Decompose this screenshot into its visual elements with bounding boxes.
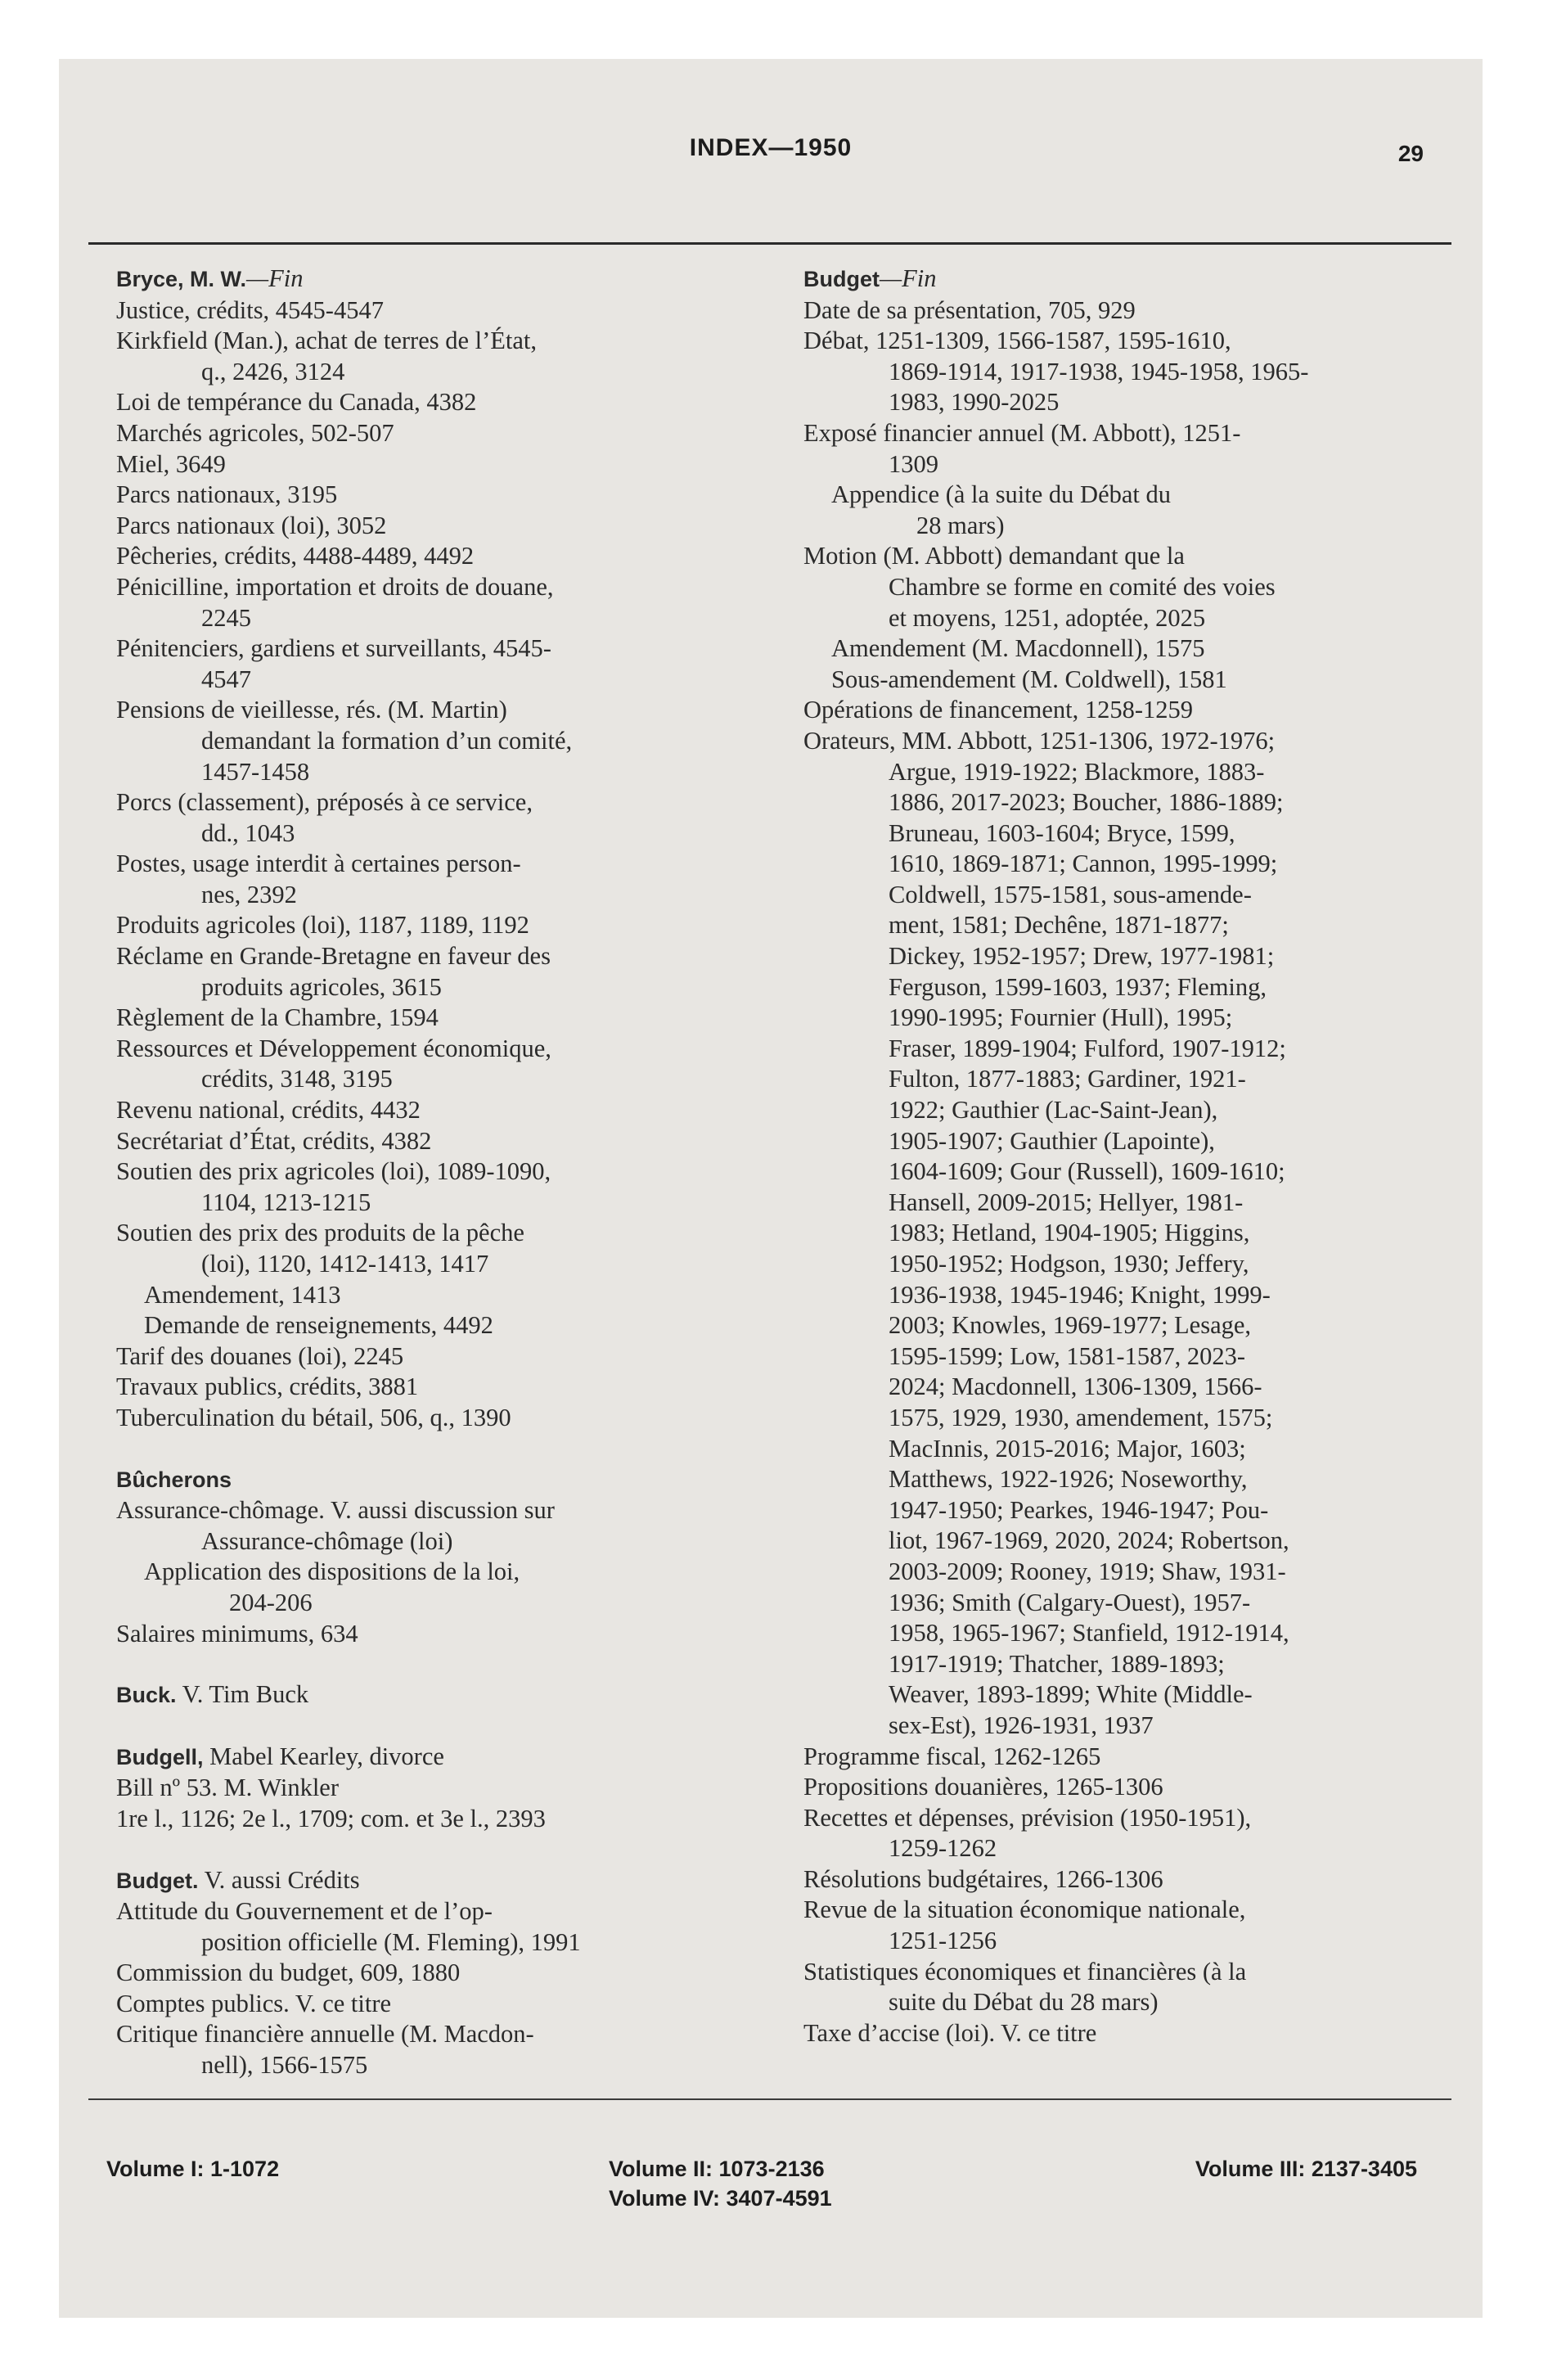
entry-line: Exposé financier annuel (M. Abbott), 1251- [803,418,1241,447]
heading-detail: V. aussi Crédits [198,1865,360,1894]
heading-detail: V. Tim Buck [176,1680,309,1709]
entry-line: 1457-1458 [201,757,310,786]
heading-name: Budget. [116,1868,199,1893]
index-subentry-level2 [803,480,1483,541]
entry-line: MacInnis, 2015-2016; Major, 1603; [889,1434,1246,1463]
entry-line: Soutien des prix agricoles (loi), 1089-1090, [116,1157,551,1186]
entry-line: Propositions douanières, 1265-1306 [803,1773,1163,1801]
volume-3-range: Volume III: 2137-3405 [1195,2157,1417,2181]
entry-line: Orateurs, MM. Abbott, 1251-1306, 1972-1976; [803,726,1276,755]
entry-line: 1922; Gauthier (Lac-Saint-Jean), [889,1096,1218,1125]
index-subentry [116,1773,746,1804]
index-subentry [116,1372,746,1403]
entry-line: Demande de renseignements, 4492 [144,1311,493,1340]
entry-line: Weaver, 1893-1899; White (Middle- [889,1680,1253,1709]
entry-line: Bruneau, 1603-1604; Bryce, 1599, [889,818,1235,847]
entry-line: 1575, 1929, 1930, amendement, 1575; [889,1403,1273,1431]
entry-line: Travaux publics, crédits, 3881 [116,1373,419,1401]
volume-1-range: Volume I: 1-1072 [106,2157,280,2181]
index-subentry [116,2019,746,2080]
entry-line: Pensions de vieillesse, rés. (M. Martin) [116,696,507,724]
index-subentry [116,1156,746,1218]
index-subentry [116,1034,746,1095]
entry-line: Miel, 3649 [116,449,226,478]
entry-line: 1936-1938, 1945-1946; Knight, 1999- [889,1280,1271,1309]
entry-line: Critique financière annuelle (M. Macdon- [116,2020,534,2049]
entry-line: ment, 1581; Dechêne, 1871-1877; [889,911,1229,940]
entry-line: Matthews, 1922-1926; Noseworthy, [889,1465,1248,1494]
index-subentry [116,695,746,787]
index-subentry [803,1803,1483,1864]
index-heading [116,264,746,295]
left-column [116,264,746,2081]
heading-name: Bryce, M. W. [116,267,247,291]
entry-line: nes, 2392 [201,880,297,908]
entry-line: 1950-1952; Hodgson, 1930; Jeffery, [889,1250,1249,1278]
entry-line: Chambre se forme en comité des voies [889,572,1276,601]
page-title: INDEX—1950 [689,134,853,161]
index-subentry-level2 [116,1280,746,1311]
index-subentry [803,1895,1483,1956]
entry-line: Parcs nationaux (loi), 3052 [116,511,387,539]
index-subentry [116,1341,746,1373]
index-subentry [116,1619,746,1650]
index-heading [116,1464,746,1496]
index-subentry [116,572,746,633]
index-subentry [803,418,1483,480]
entry-line: Secrétariat d’État, crédits, 4382 [116,1126,432,1155]
entry-line: Date de sa présentation, 705, 929 [803,295,1136,324]
entry-line: 1936; Smith (Calgary-Ouest), 1957- [889,1588,1251,1616]
right-column [803,264,1483,2049]
heading-name: Bûcherons [116,1467,232,1492]
entry-line: Taxe d’accise (loi). V. ce titre [803,2018,1097,2047]
entry-line: Assurance-chômage. V. aussi discussion sur [116,1496,555,1525]
entry-line: Revue de la situation économique nationale, [803,1895,1246,1924]
heading-name: Budgell, [116,1744,204,1769]
index-subentry [803,1864,1483,1895]
entry-line: Soutien des prix des produits de la pêche [116,1219,524,1247]
entry-line: Appendice (à la suite du Débat du [831,480,1171,509]
volume-2-4-ranges [609,2154,832,2213]
entry-line: position officielle (M. Fleming), 1991 [201,1927,581,1956]
index-subentry [803,1957,1483,2018]
entry-line: Parcs nationaux, 3195 [116,480,338,509]
entry-line: 1990-1995; Fournier (Hull), 1995; [889,1003,1233,1032]
entry-line: 1604-1609; Gour (Russell), 1609-1610; [889,1157,1285,1186]
entry-line: nell), 1566-1575 [201,2051,368,2080]
index-subentry [803,2018,1483,2049]
entry-line: Statistiques économiques et financières (à la [803,1957,1247,1986]
index-subentry [803,326,1483,418]
entry-line: Ferguson, 1599-1603, 1937; Fleming, [889,972,1267,1001]
index-subentry [116,449,746,480]
entry-line: demandant la formation d’un comité, [201,726,573,755]
heading-name: Budget [803,267,880,291]
entry-line: Assurance-chômage (loi) [201,1526,453,1555]
index-subentry [116,1495,746,1557]
entry-line: 1104, 1213-1215 [201,1188,371,1216]
entry-line: 2003-2009; Rooney, 1919; Shaw, 1931- [889,1557,1286,1585]
index-subentry [116,1989,746,2020]
entry-line: Opérations de financement, 1258-1259 [803,696,1193,724]
index-subentry [803,295,1483,327]
entry-line: q., 2426, 3124 [201,357,345,385]
entry-line: 1259-1262 [889,1834,997,1863]
entry-line: 1917-1919; Thatcher, 1889-1893; [889,1649,1225,1678]
index-subentry-level2 [803,665,1483,696]
index-subentry-level2 [803,633,1483,665]
entry-line: Tarif des douanes (loi), 2245 [116,1341,404,1370]
entry-line: 204-206 [229,1588,313,1616]
entry-line: Programme fiscal, 1262-1265 [803,1742,1101,1770]
entry-line: liot, 1967-1969, 2020, 2024; Robertson, [889,1526,1289,1555]
entry-line: Kirkfield (Man.), achat de terres de l’État, [116,327,538,355]
entry-line: 1983; Hetland, 1904-1905; Higgins, [889,1219,1250,1247]
entry-line: Postes, usage interdit à certaines person- [116,850,521,878]
index-heading [116,1742,746,1774]
entry-line: 1958, 1965-1967; Stanfield, 1912-1914, [889,1619,1289,1648]
entry-line: dd., 1043 [201,818,295,847]
heading-detail: —Fin [879,264,937,292]
index-subentry-level2 [116,1310,746,1341]
entry-line: Justice, crédits, 4545-4547 [116,295,384,324]
entry-line: 2024; Macdonnell, 1306-1309, 1566- [889,1373,1262,1401]
header-rule [88,242,1451,245]
index-subentry [116,910,746,941]
entry-line: Amendement (M. Macdonnell), 1575 [831,634,1205,663]
entry-line: et moyens, 1251, adoptée, 2025 [889,603,1206,632]
entry-line: Pénicilline, importation et droits de douane, [116,572,554,601]
index-subentry [116,511,746,542]
heading-detail: Mabel Kearley, divorce [203,1742,444,1770]
entry-line: produits agricoles, 3615 [201,972,442,1001]
index-heading [803,264,1483,295]
entry-line: Revenu national, crédits, 4432 [116,1096,421,1125]
entry-line: Coldwell, 1575-1581, sous-amende- [889,880,1252,908]
entry-line: Pêcheries, crédits, 4488-4489, 4492 [116,542,475,570]
page-number: 29 [1397,141,1424,166]
entry-line: 1309 [889,449,938,478]
entry-line: 1595-1599; Low, 1581-1587, 2023- [889,1341,1245,1370]
entry-line: Règlement de la Chambre, 1594 [116,1003,439,1032]
index-subentry [803,1772,1483,1803]
entry-line: 28 mars) [916,511,1005,539]
index-subentry [116,480,746,511]
entry-line: Loi de tempérance du Canada, 4382 [116,388,477,417]
index-subentry [116,541,746,572]
volume-4-range: Volume IV: 3407-4591 [609,2186,832,2211]
index-subentry [116,1403,746,1434]
entry-line: 1610, 1869-1871; Cannon, 1995-1999; [889,850,1278,878]
index-subentry [116,418,746,449]
entry-line: Fulton, 1877-1883; Gardiner, 1921- [889,1065,1246,1093]
index-subentry [803,541,1483,633]
index-heading [116,1865,746,1897]
entry-line: Commission du budget, 609, 1880 [116,1959,461,1987]
entry-line: 2003; Knowles, 1969-1977; Lesage, [889,1311,1252,1340]
entry-line: 1869-1914, 1917-1938, 1945-1958, 1965- [889,357,1309,385]
index-subentry [116,295,746,327]
entry-line: Amendement, 1413 [144,1280,341,1309]
entry-line: 1947-1950; Pearkes, 1946-1947; Pou- [889,1495,1269,1524]
index-subentry [116,1003,746,1034]
entry-line: Motion (M. Abbott) demandant que la [803,542,1185,570]
index-subentry [116,1126,746,1157]
entry-line: suite du Débat du 28 mars) [889,1988,1159,2017]
entry-line: Dickey, 1952-1957; Drew, 1977-1981; [889,942,1275,971]
entry-line: Tuberculination du bétail, 506, q., 1390 [116,1403,511,1431]
entry-line: Débat, 1251-1309, 1566-1587, 1595-1610, [803,327,1231,355]
index-subentry [803,726,1483,1742]
index-subentry [116,387,746,418]
index-subentry [116,787,746,849]
index-subentry-level2 [116,1557,746,1618]
footer-rule [88,2098,1451,2100]
index-heading [116,1679,746,1711]
entry-line: Sous-amendement (M. Coldwell), 1581 [831,665,1227,693]
entry-line: 1983, 1990-2025 [889,388,1060,417]
entry-line: Bill nº 53. M. Winkler [116,1774,339,1802]
entry-line: Ressources et Développement économique, [116,1034,551,1062]
entry-line: Salaires minimums, 634 [116,1619,358,1648]
entry-line: Porcs (classement), préposés à ce service, [116,788,533,817]
volume-2-range: Volume II: 1073-2136 [609,2157,825,2181]
index-subentry [116,1804,746,1835]
index-subentry [803,695,1483,726]
entry-line: 1886, 2017-2023; Boucher, 1886-1889; [889,788,1284,817]
index-subentry [116,1218,746,1279]
entry-line: 4547 [201,665,251,693]
entry-line: Marchés agricoles, 502-507 [116,418,394,447]
index-subentry [116,1896,746,1958]
entry-line: Pénitenciers, gardiens et surveillants, 4545- [116,634,551,663]
entry-line: 1re l., 1126; 2e l., 1709; com. et 3e l., 2393 [116,1804,546,1832]
entry-line: Réclame en Grande-Bretagne en faveur des [116,942,551,971]
index-subentry [803,1742,1483,1773]
index-subentry [116,849,746,910]
index-subentry [116,941,746,1003]
entry-line: Résolutions budgétaires, 1266-1306 [803,1864,1163,1893]
entry-line: Produits agricoles (loi), 1187, 1189, 1192 [116,911,529,940]
entry-line: 1905-1907; Gauthier (Lapointe), [889,1126,1215,1155]
entry-line: Comptes publics. V. ce titre [116,1989,392,2017]
heading-name: Buck. [116,1683,177,1708]
index-subentry [116,1958,746,1989]
entry-line: Hansell, 2009-2015; Hellyer, 1981- [889,1188,1244,1216]
entry-line: Application des dispositions de la loi, [144,1557,520,1586]
entry-line: Argue, 1919-1922; Blackmore, 1883- [889,757,1265,786]
index-subentry [116,1095,746,1126]
entry-line: 2245 [201,603,251,632]
entry-line: Fraser, 1899-1904; Fulford, 1907-1912; [889,1034,1286,1062]
entry-line: crédits, 3148, 3195 [201,1065,393,1093]
index-subentry [116,633,746,695]
entry-line: Attitude du Gouvernement et de l’op- [116,1897,493,1926]
entry-line: 1251-1256 [889,1927,997,1955]
index-page [59,59,1483,2318]
heading-detail: —Fin [246,264,304,292]
entry-line: Recettes et dépenses, prévision (1950-1951), [803,1803,1252,1832]
entry-line: (loi), 1120, 1412-1413, 1417 [201,1250,489,1278]
entry-line: sex-Est), 1926-1931, 1937 [889,1711,1154,1739]
page-header [59,134,1483,167]
index-subentry [116,326,746,387]
